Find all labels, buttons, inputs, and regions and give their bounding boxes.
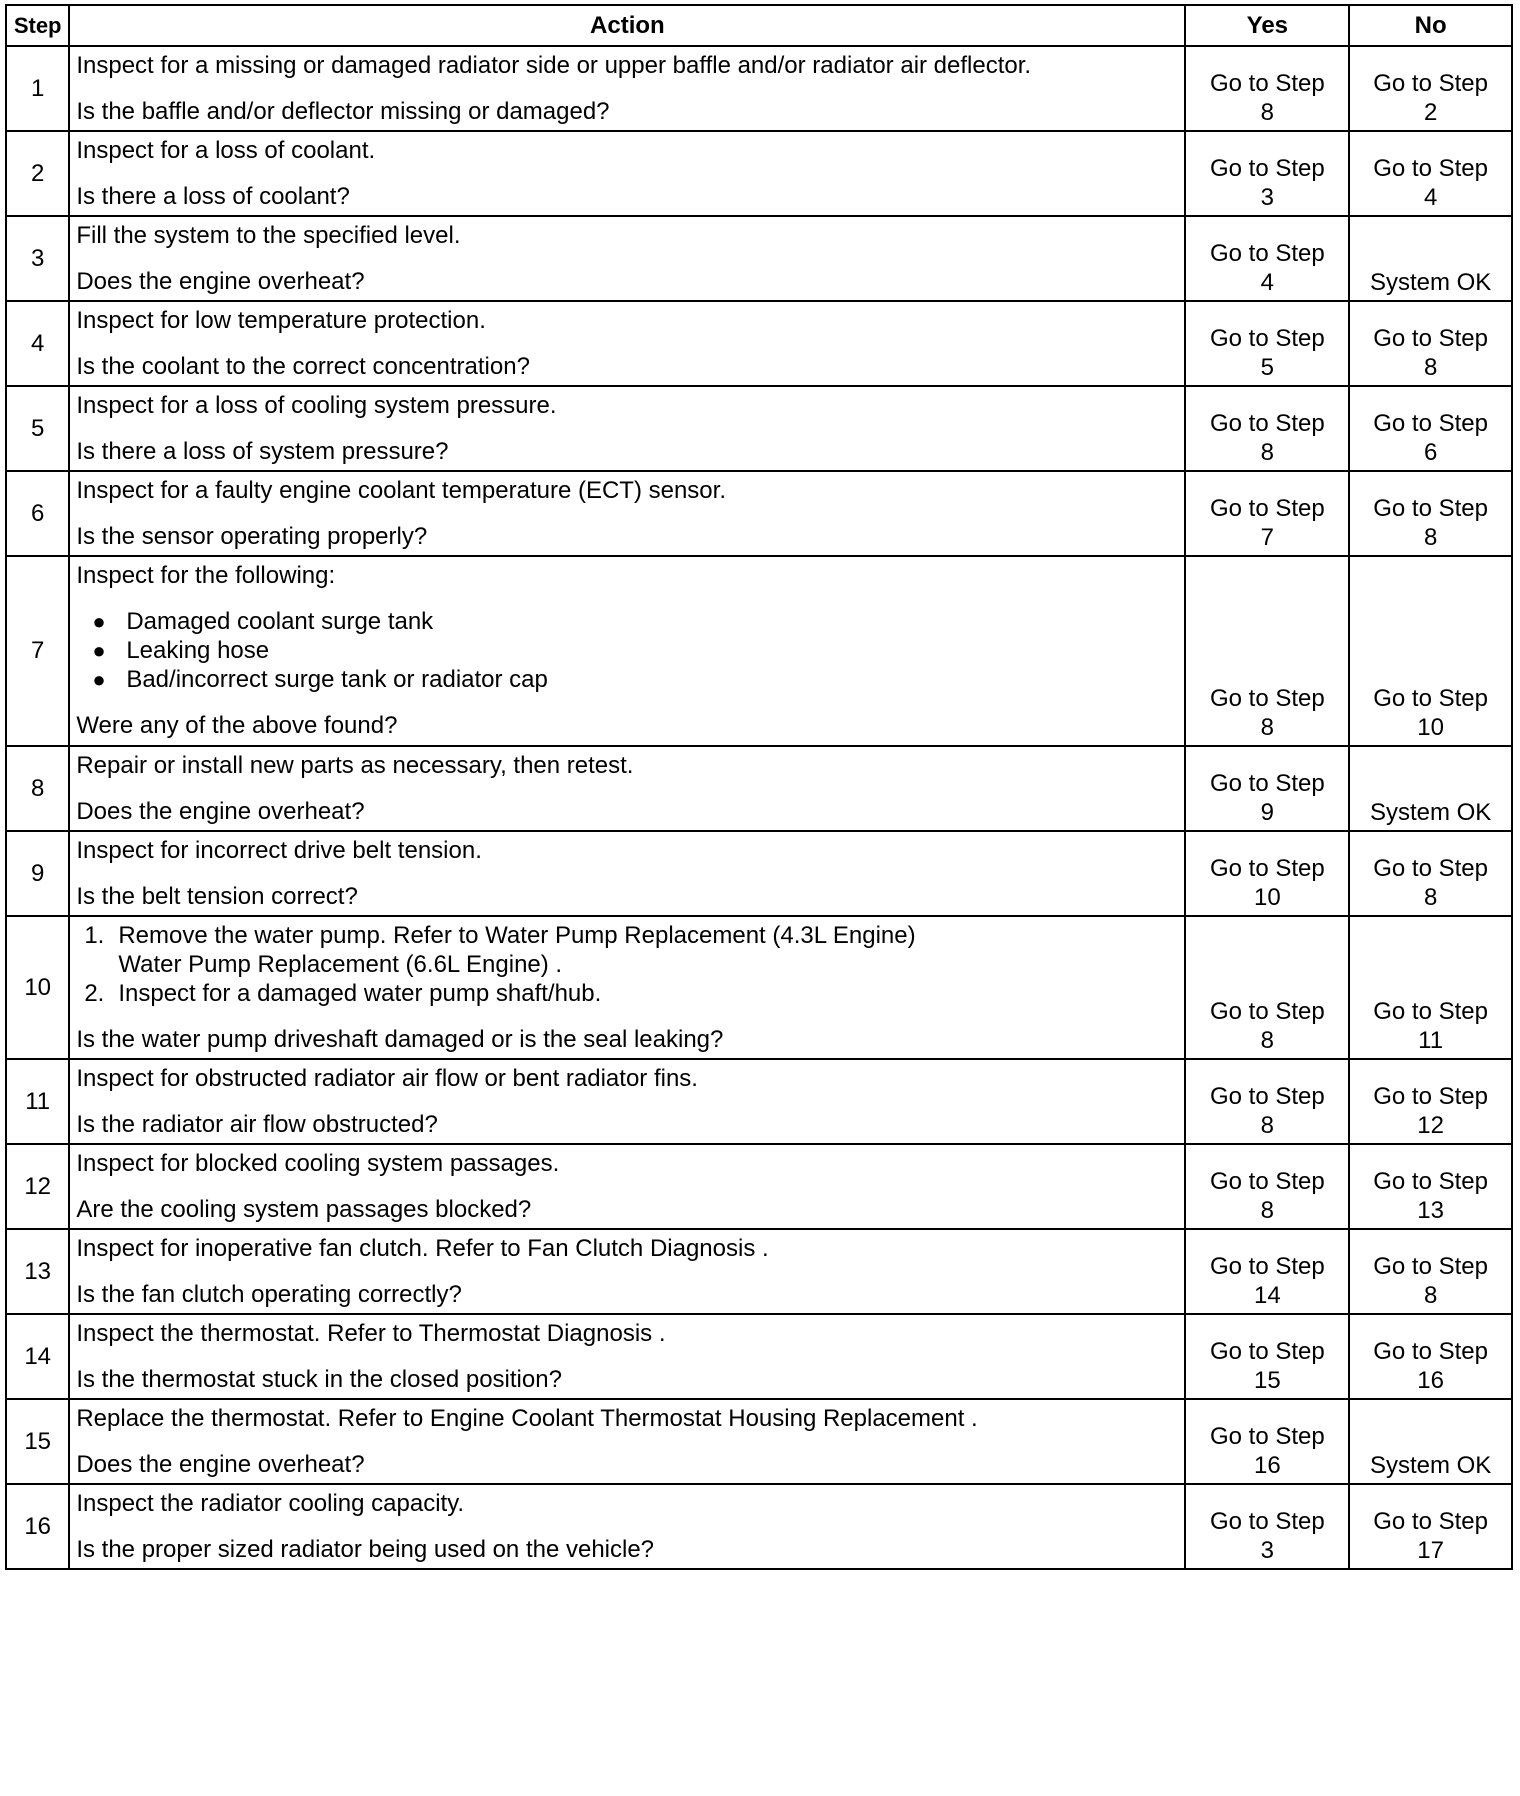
action-cell	[69, 916, 1185, 1059]
no-result-step: 16	[1417, 1367, 1444, 1394]
no-result-text	[1350, 769, 1511, 798]
step-number: 12	[6, 1144, 69, 1229]
action-instruction: Inspect the thermostat. Refer to Thermostat Diagnosis .	[76, 1320, 666, 1347]
yes-result-step: 7	[1260, 524, 1275, 551]
no-result	[1349, 301, 1512, 386]
action-question: Were any of the above found?	[76, 712, 398, 739]
yes-result	[1185, 1314, 1349, 1399]
yes-result	[1185, 831, 1349, 916]
table-row	[6, 1314, 1512, 1399]
action-question: Is the proper sized radiator being used on the vehicle?	[76, 1536, 655, 1563]
yes-result-step: 9	[1260, 799, 1275, 826]
bullet-icon: ●	[92, 667, 106, 692]
yes-result	[1185, 216, 1349, 301]
yes-result	[1185, 1484, 1349, 1569]
action-cell	[69, 1229, 1185, 1314]
yes-result-text: Go to Step	[1209, 240, 1325, 267]
action-question: Does the engine overheat?	[76, 268, 365, 295]
yes-result-step: 16	[1253, 1452, 1281, 1479]
spacer	[76, 865, 1180, 882]
no-result-step: 17	[1417, 1537, 1444, 1564]
action-instruction: Inspect for low temperature protection.	[76, 307, 486, 334]
yes-result	[1185, 131, 1349, 216]
no-result	[1349, 1484, 1512, 1569]
table-row	[6, 216, 1512, 301]
action-column-header: Action	[69, 5, 1185, 46]
table-row	[6, 556, 1512, 746]
numbered-list	[76, 921, 1180, 1008]
spacer	[76, 1433, 1180, 1450]
no-result	[1349, 1059, 1512, 1144]
no-result-step: System OK	[1369, 1452, 1492, 1479]
yes-result-text: Go to Step	[1209, 495, 1325, 522]
table-row	[6, 386, 1512, 471]
yes-result-text: Go to Step	[1209, 1423, 1325, 1450]
yes-result-text: Go to Step	[1209, 770, 1325, 797]
spacer	[76, 590, 1180, 607]
step-number: 4	[6, 301, 69, 386]
yes-result-text: Go to Step	[1209, 1083, 1325, 1110]
step-number: 13	[6, 1229, 69, 1314]
yes-result	[1185, 46, 1349, 131]
list-item	[92, 665, 1180, 694]
step-number: 1	[6, 46, 69, 131]
action-question: Is the belt tension correct?	[76, 883, 358, 910]
yes-result	[1185, 916, 1349, 1059]
action-instruction: Inspect for obstructed radiator air flow or bent radiator fins.	[76, 1065, 698, 1092]
yes-result-text: Go to Step	[1209, 855, 1325, 882]
yes-result-text: Go to Step	[1209, 1508, 1325, 1535]
spacer	[76, 1093, 1180, 1110]
yes-result-step: 8	[1260, 714, 1275, 741]
table-row	[6, 1229, 1512, 1314]
action-instruction: Repair or install new parts as necessary, then retest.	[76, 752, 634, 779]
bullet-list	[76, 607, 1180, 694]
list-item-number: 1.	[84, 922, 105, 949]
no-result	[1349, 1229, 1512, 1314]
yes-result-step: 8	[1260, 99, 1275, 126]
list-item-text: Damaged coolant surge tank	[126, 608, 434, 635]
yes-result-step: 5	[1260, 354, 1275, 381]
table-row	[6, 746, 1512, 831]
action-question: Is there a loss of system pressure?	[76, 438, 449, 465]
action-cell	[69, 746, 1185, 831]
step-number: 10	[6, 916, 69, 1059]
no-result	[1349, 1399, 1512, 1484]
no-result-text: Go to Step	[1373, 1168, 1488, 1195]
diagnostic-table-container	[5, 4, 1513, 1570]
action-cell	[69, 301, 1185, 386]
diagnostic-table	[5, 4, 1513, 1570]
no-result	[1349, 46, 1512, 131]
action-question: Does the engine overheat?	[76, 1451, 365, 1478]
action-instruction: Inspect for a faulty engine coolant temperature (ECT) sensor.	[76, 477, 726, 504]
no-result-text: Go to Step	[1373, 410, 1488, 437]
action-instruction: Inspect for incorrect drive belt tension.	[76, 837, 482, 864]
no-result-text: Go to Step	[1373, 155, 1488, 182]
table-row	[6, 1059, 1512, 1144]
table-row	[6, 131, 1512, 216]
list-item-text: Inspect for a damaged water pump shaft/hub.	[118, 980, 602, 1007]
no-result-step: 6	[1423, 439, 1438, 466]
yes-result-step: 15	[1253, 1367, 1281, 1394]
no-column-header: No	[1349, 5, 1512, 46]
spacer	[76, 1348, 1180, 1365]
yes-result-text: Go to Step	[1209, 155, 1325, 182]
spacer	[76, 1178, 1180, 1195]
list-item	[92, 607, 1180, 636]
yes-result-text: Go to Step	[1209, 1253, 1325, 1280]
action-instruction: Inspect for a loss of cooling system pressure.	[76, 392, 557, 419]
yes-result	[1185, 556, 1349, 746]
list-item-number: 2.	[84, 980, 105, 1007]
spacer	[76, 694, 1180, 711]
action-question: Is the sensor operating properly?	[76, 523, 428, 550]
no-result-text: Go to Step	[1373, 685, 1488, 712]
table-row	[6, 46, 1512, 131]
step-number: 14	[6, 1314, 69, 1399]
action-question: Is the water pump driveshaft damaged or is the seal leaking?	[76, 1026, 724, 1053]
action-cell	[69, 1059, 1185, 1144]
spacer	[76, 780, 1180, 797]
no-result-text: Go to Step	[1373, 1338, 1488, 1365]
no-result	[1349, 216, 1512, 301]
no-result	[1349, 386, 1512, 471]
bullet-icon: ●	[92, 609, 106, 634]
step-number: 3	[6, 216, 69, 301]
yes-result-step: 10	[1253, 884, 1281, 911]
spacer	[76, 80, 1180, 97]
spacer	[76, 250, 1180, 267]
table-body	[6, 46, 1512, 1569]
action-question: Is the coolant to the correct concentration?	[76, 353, 530, 380]
step-number: 8	[6, 746, 69, 831]
list-item-text: Remove the water pump. Refer to Water Pump Replacement (4.3L Engine) Water Pump Replacement (6.6L Engine) .	[118, 922, 916, 978]
yes-result-step: 14	[1253, 1282, 1281, 1309]
spacer	[76, 165, 1180, 182]
action-cell	[69, 386, 1185, 471]
bullet-icon: ●	[92, 638, 106, 663]
no-result-text: Go to Step	[1373, 70, 1488, 97]
list-item	[92, 636, 1180, 665]
list-item-text: Leaking hose	[126, 637, 270, 664]
yes-result	[1185, 471, 1349, 556]
table-row	[6, 471, 1512, 556]
no-result-step: 11	[1418, 1027, 1444, 1054]
action-instruction: Replace the thermostat. Refer to Engine Coolant Thermostat Housing Replacement .	[76, 1405, 978, 1432]
no-result-step: 4	[1423, 184, 1438, 211]
action-question: Is the baffle and/or deflector missing or damaged?	[76, 98, 610, 125]
action-question: Is the radiator air flow obstructed?	[76, 1111, 438, 1138]
table-row	[6, 1399, 1512, 1484]
action-cell	[69, 216, 1185, 301]
step-number: 11	[6, 1059, 69, 1144]
action-cell	[69, 1144, 1185, 1229]
spacer	[76, 1263, 1180, 1280]
yes-column-header: Yes	[1185, 5, 1349, 46]
no-result-text: Go to Step	[1373, 325, 1488, 352]
no-result	[1349, 131, 1512, 216]
spacer	[76, 1518, 1180, 1535]
action-instruction: Inspect the radiator cooling capacity.	[76, 1490, 465, 1517]
action-question: Does the engine overheat?	[76, 798, 365, 825]
table-header-row	[6, 5, 1512, 46]
action-question: Are the cooling system passages blocked?	[76, 1196, 532, 1223]
no-result-step: 10	[1417, 714, 1444, 741]
no-result-step: 12	[1417, 1112, 1444, 1139]
no-result-step: System OK	[1369, 269, 1492, 296]
step-number: 7	[6, 556, 69, 746]
no-result-text: Go to Step	[1373, 998, 1488, 1025]
yes-result-text: Go to Step	[1209, 685, 1325, 712]
no-result-step: 2	[1423, 99, 1438, 126]
no-result-text: Go to Step	[1373, 495, 1488, 522]
no-result	[1349, 746, 1512, 831]
step-number: 5	[6, 386, 69, 471]
action-question: Is the thermostat stuck in the closed position?	[76, 1366, 562, 1393]
yes-result-step: 3	[1260, 1537, 1275, 1564]
no-result-text	[1350, 1422, 1511, 1451]
spacer	[76, 420, 1180, 437]
table-row	[6, 916, 1512, 1059]
no-result-text	[1350, 239, 1511, 268]
yes-result-step: 8	[1260, 439, 1275, 466]
no-result	[1349, 1314, 1512, 1399]
no-result	[1349, 556, 1512, 746]
no-result-text: Go to Step	[1373, 1253, 1488, 1280]
yes-result-step: 8	[1260, 1197, 1275, 1224]
no-result	[1349, 831, 1512, 916]
action-question: Is there a loss of coolant?	[76, 183, 350, 210]
step-column-header: Step	[6, 5, 69, 46]
action-cell	[69, 1314, 1185, 1399]
no-result-step: System OK	[1369, 799, 1492, 826]
yes-result-text: Go to Step	[1209, 1338, 1325, 1365]
yes-result-text: Go to Step	[1209, 410, 1325, 437]
table-row	[6, 1484, 1512, 1569]
action-instruction: Fill the system to the specified level.	[76, 222, 461, 249]
list-item	[84, 979, 1180, 1008]
spacer	[76, 1008, 1180, 1025]
yes-result	[1185, 386, 1349, 471]
yes-result-step: 4	[1260, 269, 1275, 296]
no-result-text: Go to Step	[1373, 855, 1488, 882]
yes-result-text: Go to Step	[1209, 70, 1325, 97]
action-instruction: Inspect for inoperative fan clutch. Refer to Fan Clutch Diagnosis .	[76, 1235, 769, 1262]
yes-result-step: 8	[1260, 1112, 1275, 1139]
yes-result	[1185, 746, 1349, 831]
list-item-text: Bad/incorrect surge tank or radiator cap	[126, 666, 548, 693]
table-row	[6, 301, 1512, 386]
step-number: 16	[6, 1484, 69, 1569]
step-number: 15	[6, 1399, 69, 1484]
yes-result	[1185, 301, 1349, 386]
yes-result	[1185, 1144, 1349, 1229]
no-result-text: Go to Step	[1373, 1508, 1488, 1535]
action-cell	[69, 831, 1185, 916]
spacer	[76, 505, 1180, 522]
yes-result-text: Go to Step	[1209, 998, 1325, 1025]
yes-result	[1185, 1399, 1349, 1484]
spacer	[76, 335, 1180, 352]
table-row	[6, 831, 1512, 916]
no-result-step: 8	[1423, 354, 1438, 381]
action-cell	[69, 471, 1185, 556]
yes-result	[1185, 1059, 1349, 1144]
step-number: 2	[6, 131, 69, 216]
action-cell	[69, 46, 1185, 131]
step-number: 9	[6, 831, 69, 916]
action-cell	[69, 131, 1185, 216]
no-result-step: 8	[1423, 1282, 1438, 1309]
table-row	[6, 1144, 1512, 1229]
no-result-step: 8	[1423, 524, 1438, 551]
action-cell	[69, 1484, 1185, 1569]
no-result	[1349, 471, 1512, 556]
no-result-step: 13	[1417, 1197, 1444, 1224]
no-result-text: Go to Step	[1373, 1083, 1488, 1110]
yes-result-step: 8	[1260, 1027, 1275, 1054]
yes-result-text: Go to Step	[1209, 325, 1325, 352]
action-question: Is the fan clutch operating correctly?	[76, 1281, 462, 1308]
action-instruction: Inspect for a loss of coolant.	[76, 137, 376, 164]
no-result	[1349, 1144, 1512, 1229]
action-instruction: Inspect for blocked cooling system passages.	[76, 1150, 560, 1177]
action-cell	[69, 1399, 1185, 1484]
no-result	[1349, 916, 1512, 1059]
yes-result-text: Go to Step	[1209, 1168, 1325, 1195]
action-instruction: Inspect for the following:	[76, 562, 336, 589]
no-result-step: 8	[1423, 884, 1438, 911]
yes-result	[1185, 1229, 1349, 1314]
yes-result-step: 3	[1260, 184, 1275, 211]
action-cell	[69, 556, 1185, 746]
action-instruction: Inspect for a missing or damaged radiator side or upper baffle and/or radiator air deflector.	[76, 52, 1032, 79]
step-number: 6	[6, 471, 69, 556]
list-item	[84, 921, 1180, 979]
